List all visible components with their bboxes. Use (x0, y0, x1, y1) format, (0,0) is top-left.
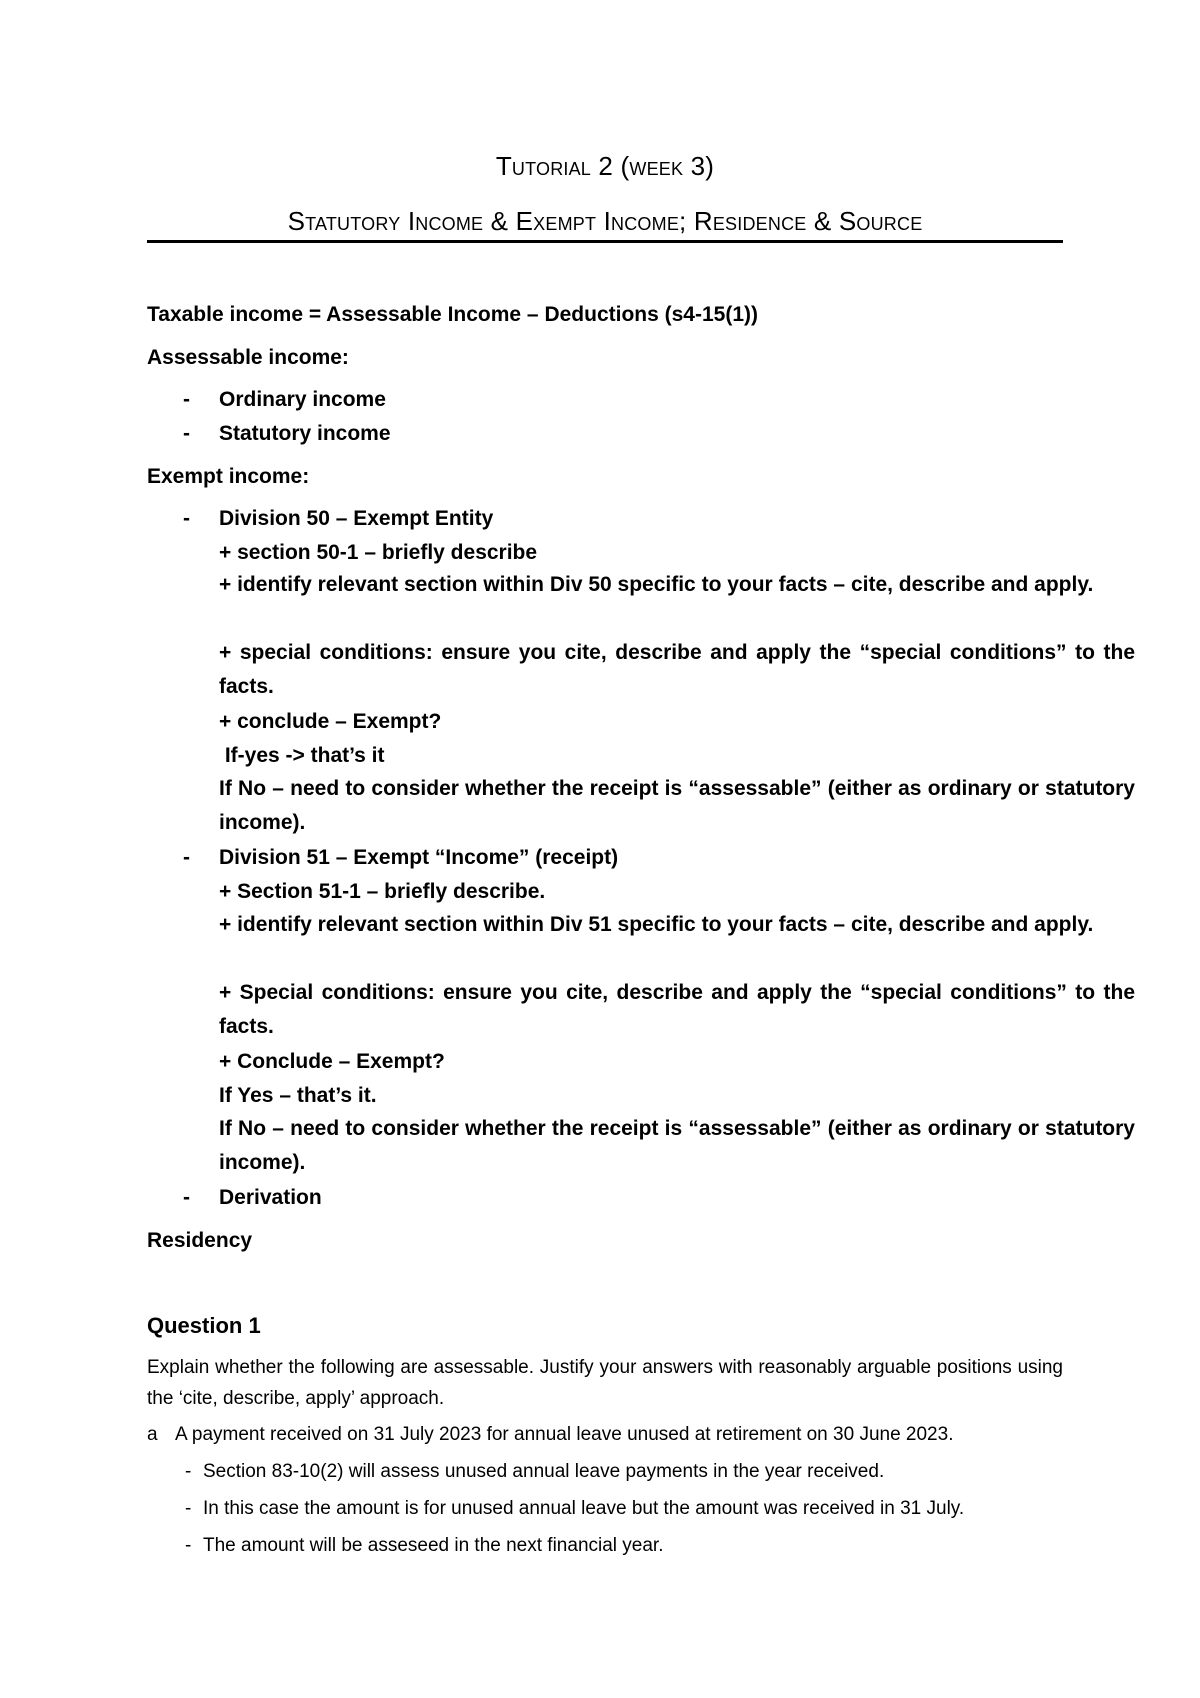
div51-paragraph: If No – need to consider whether the receipt is “assessable” (either as ordinary or statutory income). (219, 1117, 1135, 1174)
div50-paragraph: + identify relevant section within Div 50 specific to your facts – cite, describe and apply. (219, 573, 1094, 596)
answer-dash: - (185, 1535, 192, 1556)
part-a-text: A payment received on 31 July 2023 for annual leave unused at retirement on 30 June 2023. (175, 1424, 954, 1445)
div51-paragraph: + Special conditions: ensure you cite, describe and apply the “special conditions” to the facts. (219, 981, 1135, 1038)
question-1-prompt: Explain whether the following are assessable. Justify your answers with reasonably arguable positions using the ‘cite, describe, apply’ approach. (147, 1357, 1063, 1409)
question-1-title: Question 1 (147, 1313, 261, 1338)
div50-line: + conclude – Exempt? (219, 710, 442, 733)
list-dash: - (183, 388, 190, 411)
div51-paragraph: + identify relevant section within Div 51 specific to your facts – cite, describe and apply. (219, 913, 1094, 936)
list-dash: - (183, 422, 190, 445)
div50-line: + section 50-1 – briefly describe (219, 541, 538, 564)
exempt-income-heading: Exempt income: (147, 465, 310, 488)
answer-dash: - (185, 1498, 192, 1519)
div51-line: + Section 51-1 – briefly describe. (219, 880, 546, 903)
answer-item: Section 83-10(2) will assess unused annual leave payments in the year received. (203, 1461, 885, 1482)
part-a-label: a (147, 1424, 158, 1445)
answer-dash: - (185, 1461, 192, 1482)
list-item: Ordinary income (219, 388, 386, 411)
div50-paragraph: If No – need to consider whether the receipt is “assessable” (either as ordinary or statutory income). (219, 777, 1135, 834)
taxable-income-formula: Taxable income = Assessable Income – Deductions (s4-15(1)) (147, 303, 758, 326)
list-item: Statutory income (219, 422, 391, 445)
div51-line: + Conclude – Exempt? (219, 1050, 445, 1073)
page-subtitle: Statutory Income & Exempt Income; Residence & Source (287, 206, 923, 236)
div50-line: If-yes -> that’s it (219, 744, 385, 767)
list-dash: - (183, 846, 190, 869)
derivation-item: Derivation (219, 1186, 322, 1209)
answer-item: The amount will be asseseed in the next financial year. (203, 1535, 664, 1556)
div51-heading: Division 51 – Exempt “Income” (receipt) (219, 846, 619, 869)
title-rule (147, 240, 1063, 243)
list-dash: - (183, 507, 190, 530)
page-title: Tutorial 2 (week 3) (495, 151, 715, 181)
list-dash: - (183, 1186, 190, 1209)
answer-item: In this case the amount is for unused annual leave but the amount was received in 31 July. (203, 1498, 965, 1519)
div50-heading: Division 50 – Exempt Entity (219, 507, 494, 530)
div51-line: If Yes – that’s it. (219, 1084, 377, 1107)
assessable-income-heading: Assessable income: (147, 346, 349, 369)
div50-paragraph: + special conditions: ensure you cite, describe and apply the “special conditions” to the facts. (219, 641, 1135, 698)
residency-heading: Residency (147, 1229, 253, 1252)
